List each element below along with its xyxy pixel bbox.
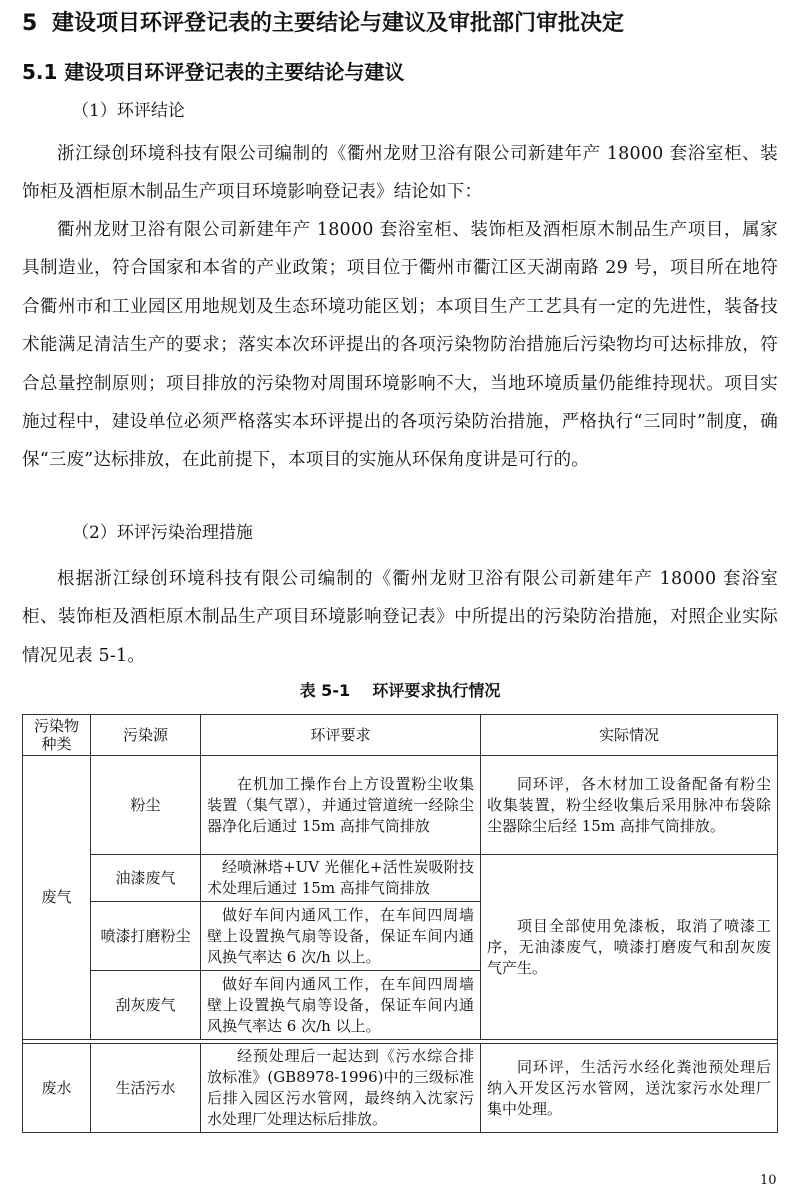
page-number: 10 (760, 1173, 777, 1188)
header-requirement: 环评要求 (201, 715, 481, 756)
section-heading: 5.1 建设项目环评登记表的主要结论与建议 (22, 60, 405, 84)
subsection-heading-conclusion: （1）环评结论 (72, 101, 185, 121)
source-cell: 喷漆打磨粉尘 (91, 902, 201, 971)
actual-cell: 同环评，生活污水经化粪池预处理后纳入开发区污水管网，送沈家污水处理厂集中处理。 (481, 1044, 778, 1133)
source-cell: 刮灰废气 (91, 971, 201, 1040)
paragraph-measures: 根据浙江绿创环境科技有限公司编制的《衢州龙财卫浴有限公司新建年产 18000 套浴室柜、装饰柜及酒柜原木制品生产项目环境影响登记表》中所提出的污染防治措施，对照企业实际情况见表 5-1。 (22, 569, 778, 666)
category-cell-waste-gas: 废气 (23, 756, 91, 1040)
actual-cell: 同环评，各木材加工设备配备有粉尘收集装置，粉尘经收集后采用脉冲布袋除尘器除尘后经 15m 高排气筒排放。 (481, 756, 778, 855)
table-caption: 表 5-1 环评要求执行情况 (299, 681, 501, 700)
chapter-title: 建设项目环评登记表的主要结论与建议及审批部门审批决定 (52, 11, 625, 36)
requirement-cell: 经预处理后一起达到《污水综合排放标准》(GB8978-1996)中的三级标准后排入园区污水管网，最终纳入沈家污水处理厂处理达标后排放。 (201, 1044, 481, 1133)
table-row (23, 756, 778, 855)
paragraph-conclusion: 衢州龙财卫浴有限公司新建年产 18000 套浴室柜、装饰柜及酒柜原木制品生产项目，属家具制造业，符合国家和本省的产业政策；项目位于衢州市衢江区天湖南路 29 号，项目所在地符合衢州市和工业园区用地规划及生态环境功能区划；本项目生产工艺具有一定的先进性，装备技术能满足清洁生产的要求；落实本次环评提出的各项污染物防治措施后污染物均可达标排放，符合总量控制原则；项目排放的污染物对周围环境影响不大，当地环境质量仍能维持现状。项目实施过程中，建设单位必须严格落实本环评提出的各项污染防治措施，严格执行“三同时”制度，确保“三废”达标排放，在此前提下，本项目的实施从环保角度讲是可行的。 (22, 220, 778, 471)
paragraph-intro: 浙江绿创环境科技有限公司编制的《衢州龙财卫浴有限公司新建年产 18000 套浴室柜、装饰柜及酒柜原木制品生产项目环境影响登记表》结论如下： (22, 144, 778, 203)
chapter-number: 5 (22, 11, 38, 36)
requirement-cell: 做好车间内通风工作，在车间四周墙壁上设置换气扇等设备，保证车间内通风换气率达 6 次/h 以上。 (201, 902, 481, 971)
requirement-cell: 经喷淋塔+UV 光催化+活性炭吸附技术处理后通过 15m 高排气筒排放 (201, 855, 481, 902)
chapter-heading (22, 8, 782, 40)
source-cell: 油漆废气 (91, 855, 201, 902)
source-cell: 生活污水 (91, 1044, 201, 1133)
requirement-cell: 在机加工操作台上方设置粉尘收集装置（集气罩），并通过管道统一经除尘器净化后通过 15m 高排气筒排放 (201, 756, 481, 855)
table-row (23, 1044, 778, 1133)
header-source: 污染源 (91, 715, 201, 756)
source-cell: 粉尘 (91, 756, 201, 855)
header-actual: 实际情况 (481, 715, 778, 756)
table-header-row (23, 715, 778, 756)
header-category: 污染物种类 (23, 715, 91, 756)
category-cell-waste-water: 废水 (23, 1044, 91, 1133)
requirement-cell: 做好车间内通风工作，在车间四周墙壁上设置换气扇等设备，保证车间内通风换气率达 6 次/h 以上。 (201, 971, 481, 1040)
table-row (23, 855, 778, 902)
subsection-heading-measures: （2）环评污染治理措施 (72, 523, 253, 543)
requirements-table (22, 714, 778, 1133)
actual-cell-merged: 项目全部使用免漆板，取消了喷漆工序，无油漆废气，喷漆打磨废气和刮灰废气产生。 (481, 855, 778, 1040)
